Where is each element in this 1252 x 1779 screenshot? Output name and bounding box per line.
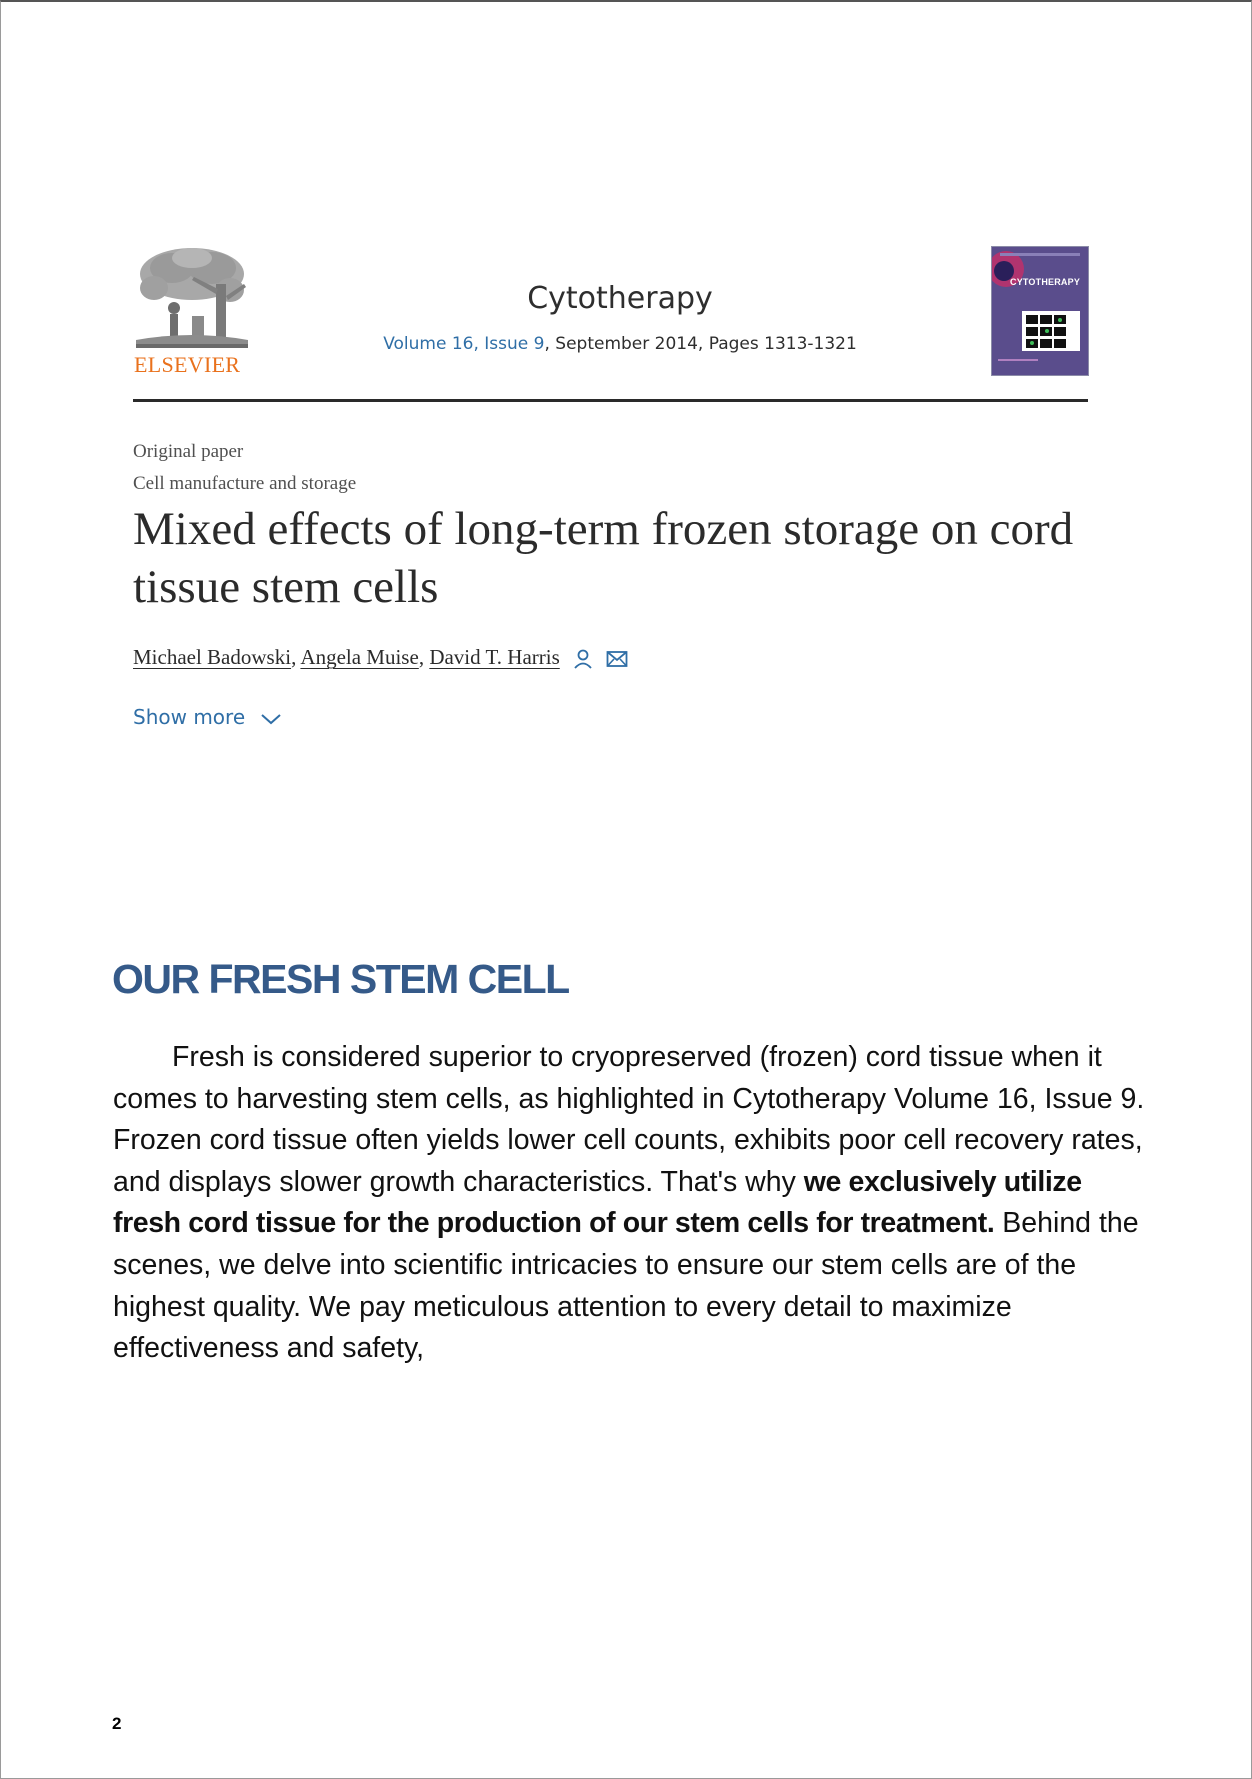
author-link[interactable]: Angela Muise (300, 645, 419, 669)
body-paragraph (113, 1037, 1153, 1370)
author-separator: , (418, 645, 430, 669)
header-divider (133, 399, 1088, 402)
section-heading: OUR FRESH STEM CELL (112, 956, 569, 1002)
author-link[interactable]: David T. Harris (429, 645, 560, 669)
author-separator: , (291, 645, 301, 669)
volume-issue-link[interactable]: Volume 16, Issue 9 (383, 334, 545, 354)
person-icon[interactable] (573, 648, 593, 670)
elsevier-tree-icon (132, 244, 252, 352)
journal-title[interactable]: Cytotherapy (527, 281, 713, 316)
elsevier-logo[interactable] (132, 244, 252, 380)
show-more-button[interactable] (133, 705, 282, 729)
journal-date-pages: , September 2014, Pages 1313-1321 (544, 334, 857, 354)
article-type: Original paper (133, 441, 244, 462)
chevron-down-icon (260, 712, 282, 726)
journal-cover-image[interactable] (991, 246, 1089, 376)
paragraph-emphasis: we exclusively utilize fresh cord tissue for the production of our stem cells for treatment. (113, 1165, 1082, 1240)
cover-title: CYTOTHERAPY (1010, 277, 1081, 287)
elsevier-wordmark: ELSEVIER (134, 352, 241, 377)
paragraph-text-1: Fresh is considered superior to cryopreserved (frozen) cord tissue when it comes to harvesting stem cells, as highlighted in Cytotherapy Volume 16, Issue 9. Frozen cord tissue often yields lower cell counts, exhibits poor cell recovery rates, and displays slower growth characteristics. That's why (113, 1041, 1145, 1198)
author-list (133, 645, 628, 670)
article-section: Cell manufacture and storage (133, 473, 357, 494)
page-number: 2 (112, 1714, 122, 1733)
author-link[interactable]: Michael Badowski (133, 645, 292, 669)
journal-meta (340, 334, 900, 354)
paragraph-text-2: Behind the scenes, we delve into scientific intricacies to ensure our stem cells are of the highest quality. We pay meticulous attention to every detail to maximize effectiveness and safety, (113, 1207, 1139, 1365)
show-more-label: Show more (133, 705, 246, 729)
email-icon[interactable] (606, 650, 628, 668)
cover-art-icon (992, 247, 1088, 375)
article-title: Mixed effects of long-term frozen storage on cord tissue stem cells (133, 503, 1074, 613)
